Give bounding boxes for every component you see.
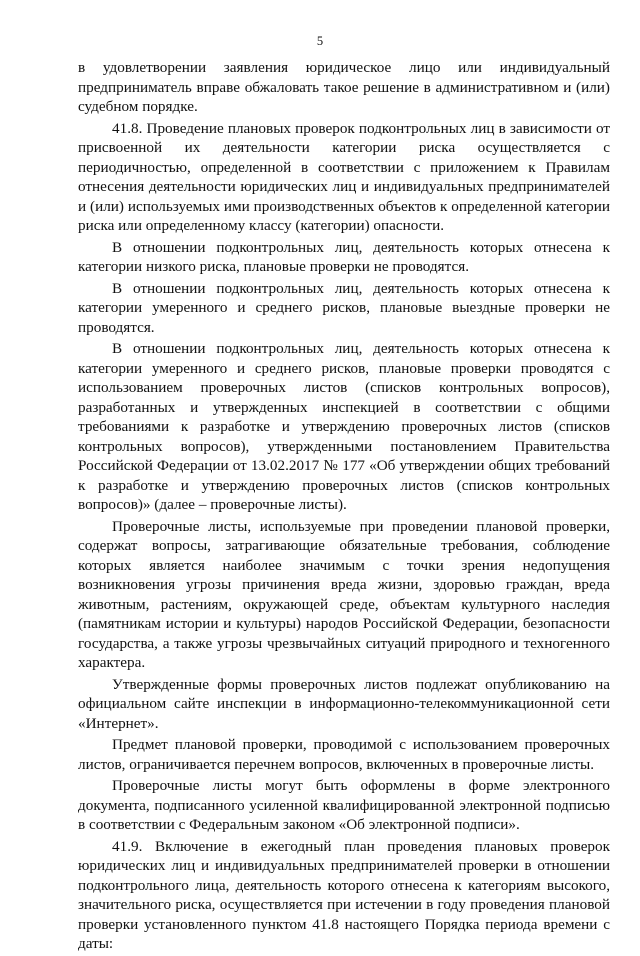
paragraph-low-risk: В отношении подконтрольных лиц, деятельность которых отнесена к категории низкого риска, плановые проверки не проводятся. <box>78 238 610 275</box>
paragraph-41-8: 41.8. Проведение плановых проверок подконтрольных лиц в зависимости от присвоенной их деятельности категории риска осуществляется с периодичностью, определенной в соответствии с приложением к Правилам отнесения деятельности юридических лиц и индивидуальных предпринимателей и (или) используемых ими производственных объектов к определенной категории риска или определенному классу (категории) опасности. <box>78 119 610 234</box>
paragraph-checklists-publication: Утвержденные формы проверочных листов подлежат опубликованию на официальном сайте инспекции в информационно-телекоммуникационной сети «Интернет». <box>78 675 610 732</box>
paragraph-checklists-usage: В отношении подконтрольных лиц, деятельность которых отнесена к категории умеренного и среднего рисков, плановые проверки проводятся с использованием проверочных листов (списков контрольных вопросов), разработанных и утвержденных инспекцией в соответствии с общими требованиями к разработке и утверждению проверочных листов (списков контрольных вопросов), утвержденными постановлением Правительства Российской Федерации от 13.02.2017 № 177 «Об утверждении общих требований к разработке и утверждению проверочных листов (списков контрольных вопросов)» (далее – проверочные листы). <box>78 340 610 513</box>
paragraph-inspection-subject: Предмет плановой проверки, проводимой с использованием проверочных листов, ограничивается перечнем вопросов, включенных в проверочные листы. <box>78 736 610 773</box>
page-number: 5 <box>316 34 324 48</box>
paragraph-checklists-content: Проверочные листы, используемые при проведении плановой проверки, содержат вопросы, затрагивающие обязательные требования, соблюдение которых является наиболее значимым с точки зрения недопущения возникновения угрозы причинения вреда жизни, здоровью граждан, вреда животным, растениям, окружающей среде, объектам культурного наследия (памятникам истории и культуры) народов Российской Федерации, безопасности государства, а также угрозы чрезвычайных ситуаций природного и техногенного характера. <box>78 517 610 671</box>
paragraph-electronic-checklists: Проверочные листы могут быть оформлены в форме электронного документа, подписанного усиленной квалифицированной электронной подписью в соответствии с Федеральным законом «Об электронной подписи». <box>78 777 610 833</box>
paragraph-41-9: 41.9. Включение в ежегодный план проведения плановых проверок юридических лиц и индивидуальных предпринимателей проверки в отношении подконтрольного лица, деятельность которого отнесена к категориям высокого, значительного риска, осуществляется при истечении в году проведения плановой проверки установленного пунктом 41.8 настоящего Порядка периода времени с даты: <box>78 837 610 952</box>
paragraph-appeal-continuation: в удовлетворении заявления юридическое лицо или индивидуальный предприниматель вправе обжаловать такое решение в административном и (или) судебном порядке. <box>78 59 610 115</box>
paragraph-moderate-risk-no-field-inspections: В отношении подконтрольных лиц, деятельность которых отнесена к категории умеренного и среднего рисков, плановые выездные проверки не проводятся. <box>78 279 610 336</box>
document-body <box>78 58 610 956</box>
